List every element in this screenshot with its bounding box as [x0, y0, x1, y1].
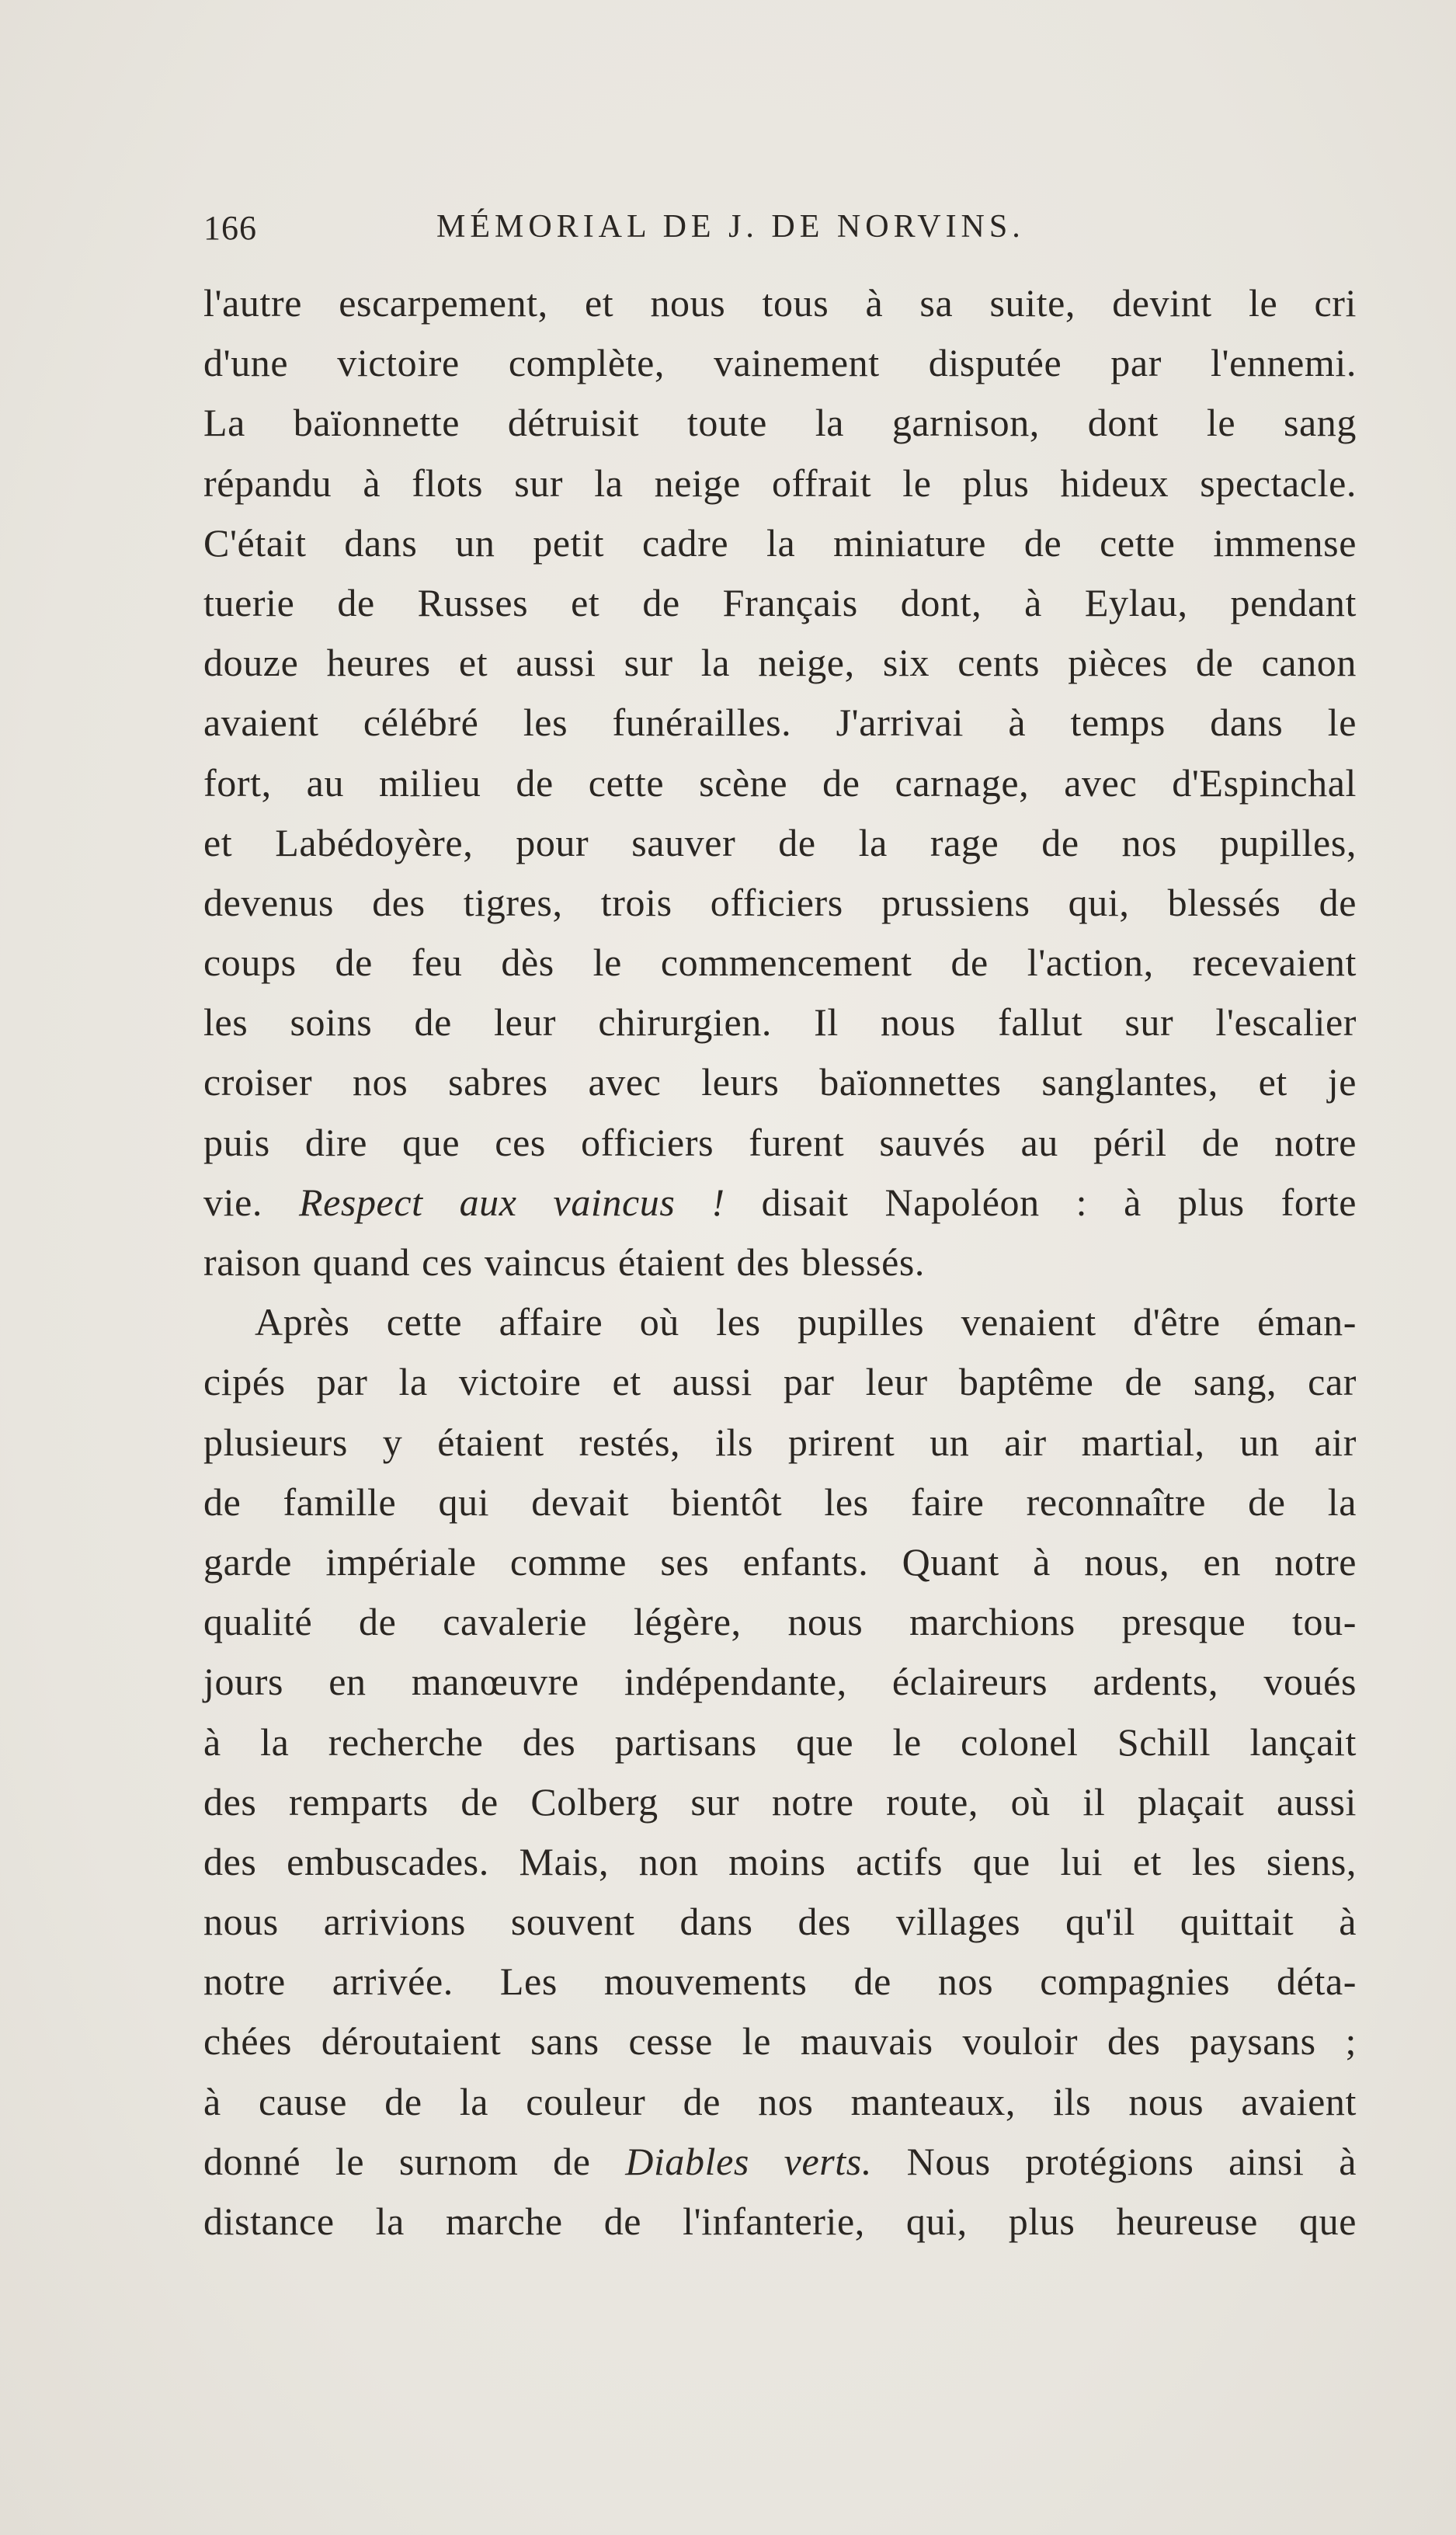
- text-line: avaient célébré les funérailles. J'arrivai à temps dans le: [203, 701, 1357, 745]
- text-line: coups de feu dès le commencement de l'action, recevaient: [203, 941, 1357, 985]
- text-line: de famille qui devait bientôt les faire reconnaître de la: [203, 1480, 1357, 1524]
- text-line: garde impériale comme ses enfants. Quant à nous, en notre: [203, 1539, 1357, 1584]
- text-run: vie.: [203, 1180, 299, 1224]
- text-line: Après cette affaire où les pupilles venaient d'être éman-: [255, 1300, 1357, 1344]
- text-line: croiser nos sabres avec leurs baïonnettes sanglantes, et je: [203, 1060, 1357, 1104]
- text-line: et Labédoyère, pour sauver de la rage de nos pupilles,: [203, 820, 1357, 864]
- text-line: cipés par la victoire et aussi par leur baptême de sang, car: [203, 1360, 1357, 1404]
- running-title: MÉMORIAL DE J. DE NORVINS.: [436, 209, 1025, 245]
- text-line: notre arrivée. Les mouvements de nos compagnies déta-: [203, 1959, 1357, 2004]
- text-line: nous arrivions souvent dans des villages qu'il quittait à: [203, 1900, 1357, 1944]
- text-line: distance la marche de l'infanterie, qui, plus heureuse que: [203, 2199, 1357, 2243]
- text-line-with-italic: [203, 1173, 1357, 1233]
- text-run: disait Napoléon : à plus forte: [725, 1180, 1357, 1224]
- text-line: des remparts de Colberg sur notre route, où il plaçait aussi: [203, 1779, 1357, 1824]
- text-line: raison quand ces vaincus étaient des blessés.: [203, 1240, 926, 1284]
- text-line: jours en manœuvre indépendante, éclaireurs ardents, voués: [203, 1660, 1357, 1704]
- text-run: Nous protégions ainsi à: [871, 2139, 1357, 2183]
- text-line: C'était dans un petit cadre la miniature de cette immense: [203, 520, 1357, 565]
- italic-phrase: Diables verts.: [625, 2139, 872, 2183]
- paragraph-2: [203, 1292, 1357, 2252]
- page-number: 166: [203, 209, 257, 247]
- text-line: à cause de la couleur de nos manteaux, ils nous avaient: [203, 2079, 1357, 2123]
- text-line: d'une victoire complète, vainement disputée par l'ennemi.: [203, 341, 1357, 385]
- text-line: qualité de cavalerie légère, nous marchions presque tou-: [203, 1600, 1357, 1644]
- text-line: chées déroutaient sans cesse le mauvais vouloir des paysans ;: [203, 2019, 1357, 2064]
- page-header: [203, 208, 1112, 255]
- text-line: les soins de leur chirurgien. Il nous fallut sur l'escalier: [203, 1000, 1357, 1045]
- text-run: donné le surnom de: [203, 2139, 626, 2183]
- text-line: devenus des tigres, trois officiers prussiens qui, blessés de: [203, 880, 1357, 924]
- text-line: douze heures et aussi sur la neige, six cents pièces de canon: [203, 641, 1357, 685]
- body-text: [203, 273, 1357, 2252]
- text-line: l'autre escarpement, et nous tous à sa suite, devint le cri: [203, 281, 1357, 325]
- text-line: puis dire que ces officiers furent sauvés au péril de notre: [203, 1120, 1357, 1164]
- text-line: répandu à flots sur la neige offrait le plus hideux spectacle.: [203, 461, 1357, 505]
- text-line: tuerie de Russes et de Français dont, à Eylau, pendant: [203, 580, 1357, 624]
- italic-phrase: Respect aux vaincus !: [298, 1180, 725, 1224]
- text-line: plusieurs y étaient restés, ils prirent un air martial, un air: [203, 1420, 1357, 1464]
- text-line: La baïonnette détruisit toute la garnison, dont le sang: [203, 401, 1357, 445]
- text-line: fort, au milieu de cette scène de carnage, avec d'Espinchal: [203, 760, 1357, 805]
- text-line-with-italic: [203, 2132, 1357, 2192]
- text-line: des embuscades. Mais, non moins actifs que lui et les siens,: [203, 1839, 1357, 1883]
- text-line: à la recherche des partisans que le colonel Schill lançait: [203, 1720, 1357, 1764]
- paragraph-1: [203, 273, 1357, 1292]
